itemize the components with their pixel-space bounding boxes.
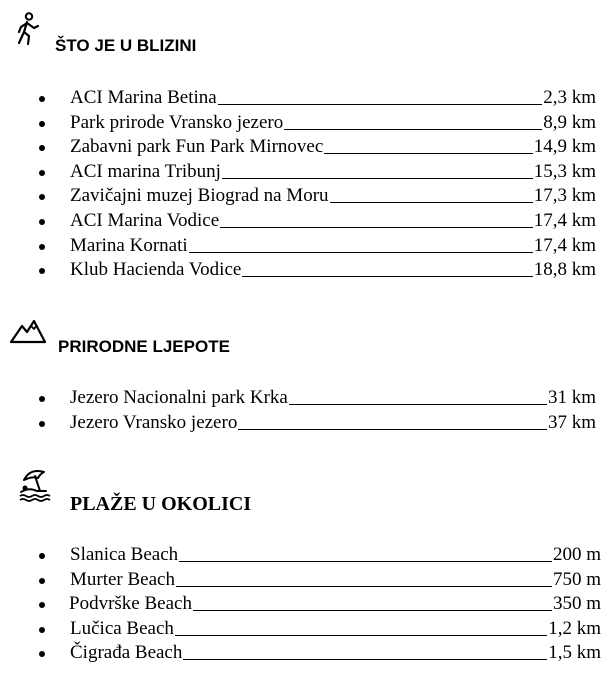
list-item	[0, 258, 611, 283]
bullet-icon	[39, 553, 45, 559]
bullet-icon	[39, 578, 45, 584]
list-item	[0, 592, 611, 617]
item-name: Podvrške Beach	[69, 593, 192, 615]
item-distance: 37 km	[547, 411, 596, 433]
list-item	[0, 411, 611, 436]
list-item	[0, 160, 611, 185]
mountain-icon	[9, 318, 47, 344]
item-name: Murter Beach	[70, 568, 175, 590]
item-distance: 18,8 km	[533, 259, 596, 281]
bullet-icon	[39, 627, 45, 633]
list-item	[0, 184, 611, 209]
list-item	[0, 543, 611, 568]
item-name: Čigrađa Beach	[70, 642, 183, 664]
nearby-list	[0, 86, 611, 283]
item-distance: 350 m	[552, 593, 601, 615]
bullet-icon	[39, 170, 45, 176]
bullet-icon	[39, 651, 45, 657]
item-distance: 17,4 km	[533, 234, 596, 256]
item-distance: 14,9 km	[533, 136, 596, 158]
item-distance: 15,3 km	[533, 160, 596, 182]
bullet-icon	[39, 268, 45, 274]
list-item	[0, 209, 611, 234]
beach-umbrella-icon	[18, 466, 54, 502]
nature-list	[0, 386, 611, 435]
walking-person-icon	[14, 12, 42, 46]
item-distance: 1,5 km	[548, 642, 601, 664]
item-name: ACI marina Tribunj	[70, 160, 221, 182]
item-distance: 8,9 km	[543, 111, 596, 133]
item-name: Slanica Beach	[70, 544, 179, 565]
bullet-icon	[39, 396, 45, 402]
item-name: ACI Marina Betina	[70, 87, 217, 108]
item-distance: 200 m	[552, 544, 601, 565]
item-name: Zavičajni muzej Biograd na Moru	[70, 185, 329, 207]
item-distance: 750 m	[552, 568, 601, 590]
list-item	[0, 568, 611, 593]
item-name: Jezero Vransko jezero	[70, 411, 238, 433]
bullet-icon	[39, 121, 45, 127]
item-name: ACI Marina Vodice	[70, 209, 220, 231]
item-distance: 17,3 km	[533, 185, 596, 207]
item-distance: 17,4 km	[533, 209, 596, 231]
section-title-nearby: ŠTO JE U BLIZINI	[55, 36, 197, 55]
list-item	[0, 135, 611, 160]
list-item	[0, 386, 611, 411]
bullet-icon	[39, 421, 45, 427]
bullet-icon	[39, 219, 45, 225]
bullet-icon	[39, 194, 45, 200]
bullet-icon	[39, 145, 45, 151]
bullet-icon	[39, 244, 45, 250]
bullet-icon	[39, 96, 45, 102]
item-name: Klub Hacienda Vodice	[70, 259, 242, 281]
beaches-list	[0, 543, 611, 666]
list-item	[0, 86, 611, 111]
list-item	[0, 111, 611, 136]
section-title-nature: PRIRODNE LJEPOTE	[58, 337, 230, 356]
item-distance: 31 km	[547, 387, 596, 408]
item-name: Jezero Nacionalni park Krka	[70, 387, 288, 408]
list-item	[0, 617, 611, 642]
list-item	[0, 234, 611, 259]
item-name: Lučica Beach	[70, 617, 174, 639]
item-distance: 2,3 km	[543, 87, 596, 108]
list-item	[0, 641, 611, 666]
item-name: Zabavni park Fun Park Mirnovec	[70, 136, 324, 158]
section-title-beaches: PLAŽE U OKOLICI	[70, 493, 252, 515]
item-distance: 1,2 km	[548, 617, 601, 639]
item-name: Marina Kornati	[70, 234, 188, 256]
item-name: Park prirode Vransko jezero	[70, 111, 284, 133]
bullet-icon	[39, 602, 45, 608]
